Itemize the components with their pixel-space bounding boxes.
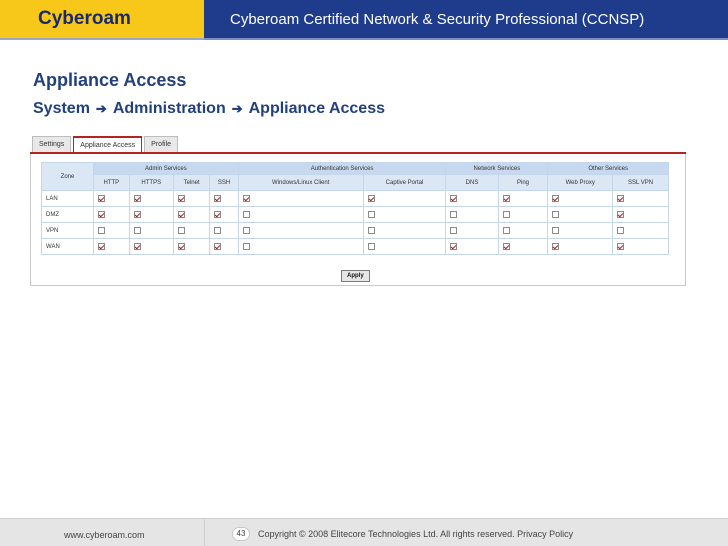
appliance-access-table: [41, 162, 669, 255]
tab-settings[interactable]: Settings: [32, 136, 71, 153]
tab-appliance-access[interactable]: Appliance Access: [73, 136, 142, 153]
checkbox-cell: [173, 191, 209, 207]
service-column-header: HTTPS: [129, 175, 173, 191]
zone-column-header: Zone: [42, 163, 94, 191]
service-checkbox[interactable]: [617, 243, 624, 250]
page-number: 43: [232, 527, 250, 541]
appliance-access-panel: [30, 136, 686, 286]
service-checkbox[interactable]: [214, 211, 221, 218]
checkbox-cell: [446, 207, 498, 223]
service-column-header: Windows/Linux Client: [238, 175, 363, 191]
service-column-header: Web Proxy: [548, 175, 613, 191]
checkbox-cell: [548, 207, 613, 223]
breadcrumb-item-appliance-access: Appliance Access: [248, 100, 385, 117]
checkbox-cell: [498, 223, 548, 239]
apply-button[interactable]: Apply: [341, 270, 370, 282]
service-column-header-row: [42, 175, 669, 191]
checkbox-cell: [498, 239, 548, 255]
service-column-header: Telnet: [173, 175, 209, 191]
service-group-header: Network Services: [446, 163, 548, 175]
checkbox-cell: [238, 191, 363, 207]
service-column-header: HTTP: [94, 175, 130, 191]
service-checkbox[interactable]: [178, 227, 185, 234]
service-checkbox[interactable]: [617, 195, 624, 202]
checkbox-cell: [613, 239, 669, 255]
checkbox-cell: [363, 191, 446, 207]
service-checkbox[interactable]: [450, 195, 457, 202]
service-checkbox[interactable]: [617, 227, 624, 234]
service-checkbox[interactable]: [368, 227, 375, 234]
content-frame: [30, 154, 686, 286]
checkbox-cell: [94, 191, 130, 207]
service-column-header: Ping: [498, 175, 548, 191]
checkbox-cell: [363, 239, 446, 255]
arrow-right-icon: ➔: [231, 101, 243, 116]
service-checkbox[interactable]: [368, 195, 375, 202]
breadcrumb-item-system: System: [33, 100, 90, 117]
checkbox-cell: [94, 207, 130, 223]
checkbox-cell: [548, 239, 613, 255]
zone-label: DMZ: [42, 207, 94, 223]
service-checkbox[interactable]: [98, 211, 105, 218]
checkbox-cell: [129, 191, 173, 207]
service-checkbox[interactable]: [617, 211, 624, 218]
service-checkbox[interactable]: [98, 195, 105, 202]
checkbox-cell: [94, 223, 130, 239]
service-group-header: Authentication Services: [238, 163, 446, 175]
service-checkbox[interactable]: [450, 227, 457, 234]
zone-label: LAN: [42, 191, 94, 207]
checkbox-cell: [210, 239, 239, 255]
table-body: [42, 191, 669, 255]
checkbox-cell: [173, 239, 209, 255]
service-column-header: SSH: [210, 175, 239, 191]
service-checkbox[interactable]: [134, 195, 141, 202]
service-checkbox[interactable]: [178, 211, 185, 218]
service-checkbox[interactable]: [134, 227, 141, 234]
service-checkbox[interactable]: [368, 243, 375, 250]
table-row: [42, 223, 669, 239]
checkbox-cell: [94, 239, 130, 255]
checkbox-cell: [129, 239, 173, 255]
service-checkbox[interactable]: [503, 195, 510, 202]
checkbox-cell: [446, 239, 498, 255]
service-checkbox[interactable]: [178, 195, 185, 202]
footer-bar: [0, 518, 728, 546]
zone-label: VPN: [42, 223, 94, 239]
checkbox-cell: [446, 223, 498, 239]
header-title: Cyberoam Certified Network & Security Professional (CCNSP): [204, 0, 728, 40]
service-checkbox[interactable]: [503, 243, 510, 250]
breadcrumb-item-administration: Administration: [112, 100, 226, 117]
service-group-header: Admin Services: [94, 163, 239, 175]
table-row: [42, 191, 669, 207]
checkbox-cell: [173, 223, 209, 239]
service-checkbox[interactable]: [450, 243, 457, 250]
table-row: [42, 207, 669, 223]
slide-title: Appliance Access: [33, 70, 187, 90]
footer-divider: [204, 519, 205, 546]
service-column-header: DNS: [446, 175, 498, 191]
service-checkbox[interactable]: [98, 227, 105, 234]
checkbox-cell: [613, 223, 669, 239]
service-checkbox[interactable]: [134, 243, 141, 250]
checkbox-cell: [210, 223, 239, 239]
footer-copyright: Copyright © 2008 Elitecore Technologies Ltd. All rights reserved. Privacy Policy: [258, 529, 574, 539]
service-checkbox[interactable]: [134, 211, 141, 218]
service-checkbox[interactable]: [214, 227, 221, 234]
service-checkbox[interactable]: [368, 211, 375, 218]
checkbox-cell: [238, 207, 363, 223]
breadcrumb: [33, 100, 385, 118]
service-checkbox[interactable]: [243, 195, 250, 202]
service-checkbox[interactable]: [214, 195, 221, 202]
service-checkbox[interactable]: [503, 227, 510, 234]
service-checkbox[interactable]: [552, 195, 559, 202]
service-checkbox[interactable]: [450, 211, 457, 218]
checkbox-cell: [238, 239, 363, 255]
service-checkbox[interactable]: [243, 243, 250, 250]
service-group-header-row: [42, 163, 669, 175]
service-checkbox[interactable]: [214, 243, 221, 250]
checkbox-cell: [238, 223, 363, 239]
tab-bar: [32, 136, 178, 153]
checkbox-cell: [129, 207, 173, 223]
service-group-header: Other Services: [548, 163, 669, 175]
service-checkbox[interactable]: [98, 243, 105, 250]
service-column-header: Captive Portal: [363, 175, 446, 191]
service-checkbox[interactable]: [178, 243, 185, 250]
checkbox-cell: [498, 207, 548, 223]
checkbox-cell: [129, 223, 173, 239]
checkbox-cell: [613, 207, 669, 223]
checkbox-cell: [173, 207, 209, 223]
table-row: [42, 239, 669, 255]
checkbox-cell: [446, 191, 498, 207]
service-checkbox[interactable]: [552, 211, 559, 218]
checkbox-cell: [613, 191, 669, 207]
checkbox-cell: [363, 207, 446, 223]
brand-logo-text: Cyberoam: [0, 0, 204, 40]
checkbox-cell: [548, 191, 613, 207]
service-column-header: SSL VPN: [613, 175, 669, 191]
checkbox-cell: [210, 191, 239, 207]
service-checkbox[interactable]: [243, 227, 250, 234]
arrow-right-icon: ➔: [95, 101, 107, 116]
zone-label: WAN: [42, 239, 94, 255]
header-bar: [0, 0, 728, 40]
checkbox-cell: [498, 191, 548, 207]
service-checkbox[interactable]: [243, 211, 250, 218]
service-checkbox[interactable]: [552, 227, 559, 234]
tab-profile[interactable]: Profile: [144, 136, 178, 153]
checkbox-cell: [363, 223, 446, 239]
checkbox-cell: [548, 223, 613, 239]
footer-url: www.cyberoam.com: [64, 530, 145, 540]
service-checkbox[interactable]: [552, 243, 559, 250]
service-checkbox[interactable]: [503, 211, 510, 218]
checkbox-cell: [210, 207, 239, 223]
